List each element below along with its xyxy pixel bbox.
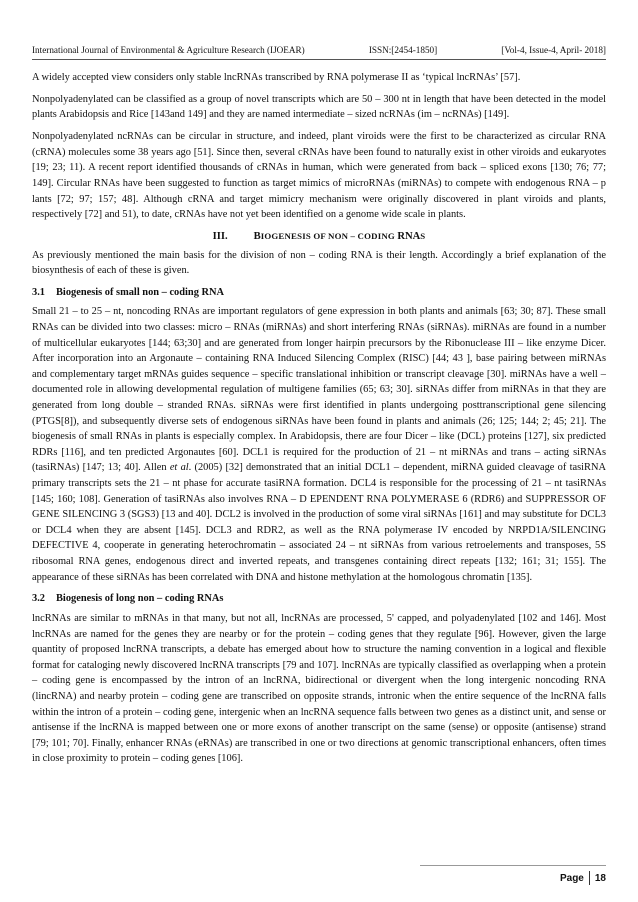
subsection-title: Biogenesis of small non – coding RNA: [56, 286, 225, 298]
section-title-smallcaps: IOGENESIS OF NON – CODING: [260, 230, 398, 241]
subsection-heading: [32, 591, 606, 607]
subsection-number: 3.2: [32, 593, 45, 605]
page-body: [32, 70, 606, 773]
subsection-title: Biogenesis of long non – coding RNAs: [56, 593, 224, 605]
page-separator: [589, 871, 590, 885]
page-footer: [406, 866, 606, 890]
italic-text: et al: [169, 462, 189, 474]
journal-name: International Journal of Environmental & Agriculture Research (IJOEAR): [32, 45, 305, 55]
paragraph-text: Small 21 – to 25 – nt, noncoding RNAs are important regulators of gene expression in both plants and animals [63; 30; 87]. These small RNAs can be divided into two classes: micro – RNAs (miRNAs) and short interfering RNAs (siRNAs). miRNAs are found in a number of multicellular eukaryotes [144; 63;30] and are generated from longer hairpin precursors by the Ribonuclease III – like enzyme Dicer. After incorporation into an Argonaute – containing RNA Induced Silencing Complex (RISC) [44; 43 ], base pairing between miRNAs and complementary target mRNAs guides sequence – specific translational inhibition or transcript cleavage [30]. miRNAs have a well – documented role in allowing developmental regulation of multigene families (65; 63; 30]. siRNAs differ from miRNAs in that they are generated from long double – stranded RNAs. siRNAs were first identified in plants undergoing posttranscriptional gene silencing (PTGS[8]), and subsequently diverse sets of endogenous siRNAs have been found in plants and animals (26; 125; 144; 2; 45; 21]. The biogenesis of small RNAs in plants is especially complex. In Arabidopsis, there are four Dicer – like (DCL) proteins [127], six predicted RDRs [116], and ten predicted Argonautes [60]. DCL1 is required for the production of 21 – nt miRNAs and trans – acting siRNAs (tasiRNAs) [147; 13; 40]. Allen: [32, 306, 606, 474]
issn: ISSN:[2454-1850]: [368, 45, 438, 55]
subsection-number: 3.1: [32, 286, 45, 298]
header-divider: [32, 59, 606, 60]
paragraph: [32, 304, 606, 585]
paragraph-text: . (2005) [32] demonstrated that an initial DCL1 – dependent, miRNA guided cleavage of tasiRNA primary transcripts sets the 21 – nt phase for accurate tasiRNA formation. DCL4 is responsible for the processing of 21 – nt tasiRNAs [145; 160; 108]. Generation of tasiRNAs also involves RNA – D EPENDENT RNA POLYMERASE 6 (RDR6) and SUPPRESSOR OF GENE SILENCING 3 (SGS3) [13 and 40]. DCL2 is involved in the production of some viral siRNAs [161] and may substitute for DCL3 or DCL4 when they are absent [145]. DCL3 and RDR2, as well as the RNA polymerase IV encoded by NRPD1A/SILENCING DEFECTIVE 4, cooperate in generating heterochromatin – associated 24 – nt siRNAs from various retroelements and transposes, 5S ribosomal RNA genes, endogenous direct and inverted repeats, and transgenes containing direct repeats [132; 161; 31; 155]. The appearance of these siRNAs has been correlated with DNA and histone methylation at the homologous chromatin [135].: [32, 462, 606, 583]
paragraph: A widely accepted view considers only stable lncRNAs transcribed by RNA polymerase II as ‘typical lncRNAs’ [57].: [32, 72, 521, 83]
running-header: [32, 40, 606, 56]
volume-issue: [Vol-4, Issue-4, April- 2018]: [501, 45, 606, 55]
section-number: III.: [212, 230, 228, 242]
paragraph: As previously mentioned the main basis for the division of non – coding RNA is their length. Accordingly a brief explanation of the biosynthesis of each of these is given.: [32, 249, 606, 277]
section-title-tail: S: [420, 230, 426, 241]
section-heading: [32, 229, 606, 245]
paragraph: Nonpolyadenylated ncRNAs can be circular in structure, and indeed, plant viroids were the first to be characterized as circular RNA (cRNA) molecules some 38 years ago [51]. Since then, several cRNAs have been found to naturally exist in other viroids and eukaryotes [19; 23; 11). A recent report identified thousands of cRNAs in human, which were generated from back – spliced exons [130; 76; 77; 149]. Circular RNAs have been suggested to function as target mimics of microRNAs (miRNAs) to compete with endogenous RNA – p lants [72; 97; 157; 48]. Although cRNA and target mimicry mechanism were originally discovered in plant viroids and plants, respectively [72] and 51), to date, cRNAs have not yet been identified on a genome wide scale in plants.: [32, 131, 606, 221]
section-title-initial: B: [253, 230, 261, 242]
page-number: 18: [594, 872, 606, 884]
page-label: Page: [559, 872, 584, 884]
paragraph: Nonpolyadenylated can be classified as a group of novel transcripts which are 50 – 300 nt in length that have been detected in the model plants Arabidopsis and Rice [143and 149] and they are named intermediate – sized ncRNAs (im – ncRNAs) [149].: [32, 93, 606, 121]
paragraph: lncRNAs are similar to mRNAs in that many, but not all, lncRNAs are processed, 5' capped, and polyadenylated [102 and 146]. Most lncRNAs are named for the genes they are nearby or for the protein – coding genes that they regulate [96]. However, given the large quantity of proposed lncRNA transcripts, a debate has emerged about how to structure the naming convention in a logical and flexible format for cataloging newly discovered lncRNA transcripts [79 and 107]. lncRNAs are typically classified as overlapping when a protein – coding gene is encompassed by the intron of an lncRNA, bidirectional or divergent when the long intergenic noncoding RNA (lincRNA) and nearby protein – coding gene are transcribed on opposite strands, intronic when the entire sequence of the lncRNA falls within the intron of a protein – coding gene, intergenic when an lncRNA sequence falls between two genes as a distinct unit, and sense or antisense if the lncRNA is mapped between one or more exons of another transcript on the same (sense) or opposite (antisense) strand [79; 101; 70]. Finally, enhancer RNAs (eRNAs) are transcribed in one or two directions at genomic transcriptional enhancers, often times in close proximity to protein – coding genes [106].: [32, 612, 606, 765]
subsection-heading: [32, 285, 606, 301]
section-title-rna: RNA: [397, 230, 421, 242]
